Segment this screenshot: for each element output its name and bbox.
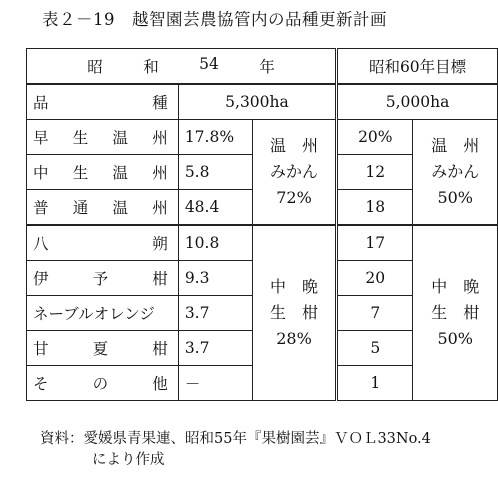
- variety-name-char: 柑: [152, 340, 168, 358]
- variety-name-char: 温: [112, 129, 129, 147]
- variety-name-char: 生: [72, 129, 89, 147]
- share-target: 20%: [337, 120, 413, 155]
- variety-name: [27, 331, 179, 366]
- variety-name-char: 州: [152, 199, 168, 217]
- total-value-target: 5,000ha: [337, 84, 498, 120]
- variety-name-char: の: [92, 375, 109, 393]
- share-target: 12: [337, 155, 413, 190]
- share-1979: 5.8: [178, 155, 252, 190]
- variety-name-char: 州: [152, 129, 168, 147]
- share-target: 7: [337, 296, 413, 331]
- header-row: [27, 49, 498, 85]
- share-1979: 48.4: [178, 190, 252, 226]
- header-showa54-char: 昭: [87, 58, 103, 76]
- variety-name: [27, 155, 179, 190]
- header-target-1985: 昭和60年目標: [337, 49, 498, 85]
- variety-name-char: 甘: [33, 340, 49, 358]
- group-label-line: 温 州: [270, 136, 319, 155]
- source-note-line1: 資料：愛媛県青果連、昭和55年『果樹園芸』ＶＯＬ33No.4: [40, 431, 431, 447]
- share-1979: 10.8: [178, 225, 252, 261]
- variety-name-char: 生: [72, 164, 89, 182]
- share-target: 1: [337, 366, 413, 401]
- total-label-char: 品: [33, 94, 49, 112]
- variety-name-char: 通: [72, 199, 89, 217]
- variety-name-char: 温: [112, 164, 129, 182]
- group-label-line: 中 晩: [270, 277, 319, 296]
- total-value-1979: 5,300ha: [178, 84, 336, 120]
- variety-name-char: 普: [33, 199, 49, 217]
- variety-name-char: 中: [33, 164, 49, 182]
- variety-name-char: 温: [112, 199, 129, 217]
- share-1979: 3.7: [178, 296, 252, 331]
- group-mikan-target: [413, 120, 498, 226]
- source-note-line2: により作成: [92, 452, 165, 468]
- total-label-char: 種: [152, 94, 168, 112]
- header-showa54: [27, 49, 337, 85]
- group-label-line: 生 柑: [431, 303, 480, 322]
- header-showa54-char: 54: [199, 55, 219, 73]
- group-label-line: 生 柑: [270, 303, 319, 322]
- group-label-line: みかん: [270, 162, 319, 181]
- group-label-line: 50%: [437, 329, 473, 348]
- group-label-line: 72%: [276, 188, 312, 207]
- variety-name: [27, 120, 179, 155]
- variety-name-char: 柑: [152, 270, 168, 288]
- variety-name: [27, 296, 179, 331]
- variety-renewal-table: [26, 48, 498, 401]
- table-title: 表２－19 越智園芸農協管内の品種更新計画: [42, 10, 387, 29]
- variety-name-char: 早: [33, 129, 49, 147]
- group-mikan-1979: [252, 120, 336, 226]
- group-label-line: 温 州: [431, 136, 480, 155]
- variety-name-char: 夏: [92, 340, 109, 358]
- group-label-line: 50%: [437, 188, 473, 207]
- variety-name: [27, 190, 179, 226]
- share-target: 17: [337, 225, 413, 261]
- variety-name-char: 州: [152, 164, 168, 182]
- variety-name-char: ネーブルオレンジ: [33, 305, 155, 323]
- variety-name-char: 予: [92, 270, 109, 288]
- share-1979: 3.7: [178, 331, 252, 366]
- header-showa54-char: 年: [259, 58, 275, 76]
- group-label-line: 中 晩: [431, 277, 480, 296]
- variety-name-char: 八: [33, 235, 49, 253]
- variety-name-char: 他: [152, 375, 168, 393]
- table-row: [27, 225, 498, 261]
- group-late-1979: [252, 225, 336, 401]
- share-target: 20: [337, 261, 413, 296]
- header-showa54-char: 和: [143, 58, 159, 76]
- variety-name: [27, 366, 179, 401]
- source-note: [40, 429, 431, 471]
- table-row: [27, 120, 498, 155]
- variety-name-char: そ: [33, 375, 49, 393]
- share-target: 5: [337, 331, 413, 366]
- share-1979: 9.3: [178, 261, 252, 296]
- group-label-line: みかん: [431, 162, 480, 181]
- group-late-target: [413, 225, 498, 401]
- variety-name: [27, 225, 179, 261]
- variety-name: [27, 261, 179, 296]
- variety-name-char: 伊: [33, 270, 49, 288]
- total-row: [27, 84, 498, 120]
- share-1979: 17.8%: [178, 120, 252, 155]
- group-label-line: 28%: [276, 329, 312, 348]
- total-label: [27, 84, 179, 120]
- variety-name-char: 朔: [152, 235, 168, 253]
- share-1979: －: [178, 366, 252, 401]
- share-target: 18: [337, 190, 413, 226]
